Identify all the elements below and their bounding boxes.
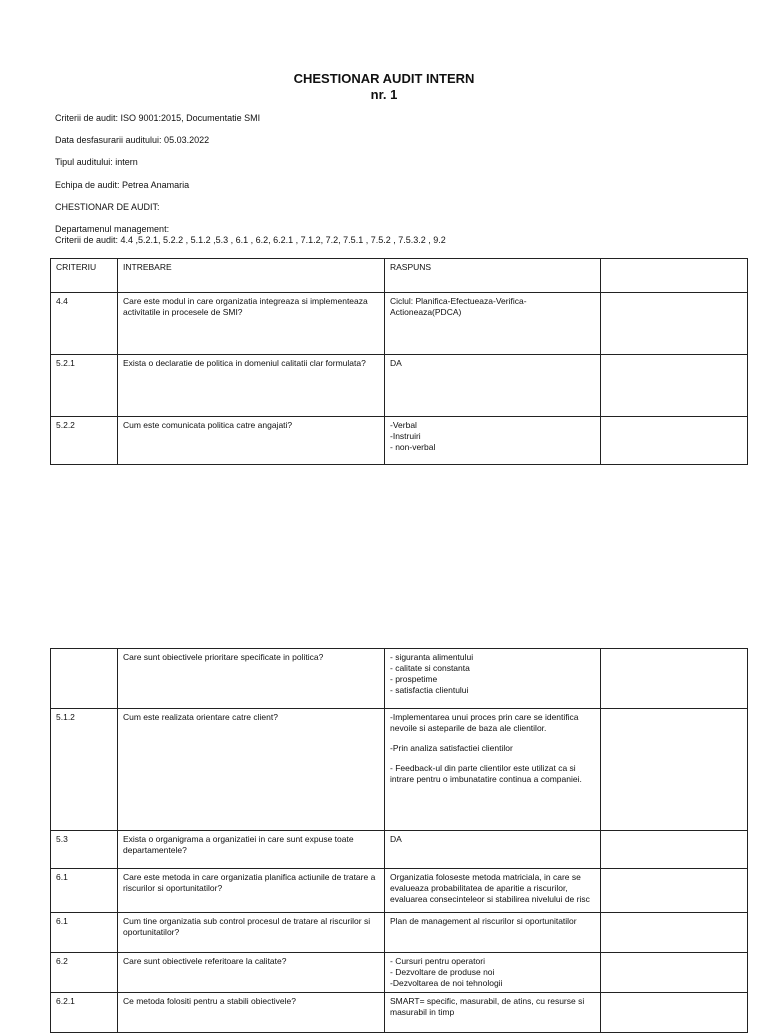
audit-table-1 [50, 258, 748, 465]
raspuns-line: - prospetime [390, 674, 438, 684]
audit-criteria: Criterii de audit: ISO 9001:2015, Documentatie SMI [55, 113, 261, 123]
criteriu-cell: 5.1.2 [51, 709, 118, 831]
intrebare-cell: Exista o organigrama a organizatiei in care sunt expuse toate departamentele? [118, 831, 385, 869]
table-row [51, 709, 748, 831]
raspuns-line: - non-verbal [390, 442, 436, 452]
department-label: Departamenul management: [55, 224, 170, 234]
audit-type: Tipul auditului: intern [55, 157, 138, 167]
raspuns-line: - Dezvoltare de produse noi [390, 967, 495, 977]
raspuns-line: - Cursuri pentru operatori [390, 956, 485, 966]
spacer [390, 754, 595, 763]
questionnaire-label: CHESTIONAR DE AUDIT: [55, 202, 160, 212]
raspuns-cell [385, 709, 601, 831]
raspuns-line: -Prin analiza satisfactiei clientilor [390, 743, 513, 753]
raspuns-line: -Implementarea unui proces prin care se identifica nevoile si asteparile de baza ale clientilor. [390, 712, 579, 733]
notes-cell [601, 913, 748, 953]
intrebare-cell: Cum tine organizatia sub control procesul de tratare al riscurilor si oportunitatilor? [118, 913, 385, 953]
raspuns-cell [385, 913, 601, 953]
raspuns-line: DA [390, 358, 402, 368]
raspuns-line: Organizatia foloseste metoda matriciala, in care se evalueaza probabilitatea de aparitie a riscurilor, evaluarea consecinteleor si stabilirea nivelului de risc [390, 872, 590, 904]
raspuns-cell [385, 417, 601, 465]
intrebare-cell: Care sunt obiectivele prioritare specificate in politica? [118, 649, 385, 709]
raspuns-cell [385, 355, 601, 417]
criteriu-cell [51, 649, 118, 709]
intrebare-cell: Ce metoda folositi pentru a stabili obiectivele? [118, 993, 385, 1033]
table-row [51, 649, 748, 709]
header-criteriu: CRITERIU [51, 259, 118, 293]
raspuns-line: Ciclul: Planifica-Efectueaza-Verifica-Actioneaza(PDCA) [390, 296, 527, 317]
raspuns-line: SMART= specific, masurabil, de atins, cu resurse si masurabil in timp [390, 996, 585, 1017]
table-row [51, 953, 748, 993]
notes-cell [601, 831, 748, 869]
intrebare-cell: Cum este comunicata politica catre angajati? [118, 417, 385, 465]
raspuns-line: -Verbal [390, 420, 417, 430]
audit-date: Data desfasurarii auditului: 05.03.2022 [55, 135, 210, 145]
raspuns-cell [385, 993, 601, 1033]
notes-cell [601, 293, 748, 355]
raspuns-line: - Feedback-ul din parte clientilor este utilizat ca si intrare pentru o imbunatatire continua a companiei. [390, 763, 582, 784]
notes-cell [601, 993, 748, 1033]
table-row [51, 913, 748, 953]
raspuns-line: - siguranta alimentului [390, 652, 474, 662]
criteriu-cell: 6.2 [51, 953, 118, 993]
intrebare-cell: Cum este realizata orientare catre client? [118, 709, 385, 831]
raspuns-line: Plan de management al riscurilor si oportunitatilor [390, 916, 577, 926]
raspuns-cell [385, 293, 601, 355]
document-title: CHESTIONAR AUDIT INTERN [293, 71, 475, 86]
table-row [51, 417, 748, 465]
notes-cell [601, 709, 748, 831]
raspuns-line: -Dezvoltarea de noi tehnologii [390, 978, 503, 988]
raspuns-line: - calitate si constanta [390, 663, 470, 673]
table-row [51, 355, 748, 417]
intrebare-cell: Exista o declaratie de politica in domeniul calitatii clar formulata? [118, 355, 385, 417]
raspuns-line: -Instruiri [390, 431, 421, 441]
audit-table-2 [50, 648, 748, 1033]
table-row [51, 993, 748, 1033]
notes-cell [601, 649, 748, 709]
intrebare-cell: Care sunt obiectivele referitoare la calitate? [118, 953, 385, 993]
criteriu-cell: 4.4 [51, 293, 118, 355]
spacer [390, 734, 595, 743]
criteriu-cell: 6.1 [51, 869, 118, 913]
table-header-row [51, 259, 748, 293]
raspuns-cell [385, 831, 601, 869]
criteriu-cell: 5.2.1 [51, 355, 118, 417]
department-criteria: Criterii de audit: 4.4 ,5.2.1, 5.2.2 , 5.1.2 ,5.3 , 6.1 , 6.2, 6.2.1 , 7.1.2, 7.2, 7.5.1 , 7.5.2 , 7.5.3.2 , 9.2 [55, 235, 446, 245]
table-row [51, 869, 748, 913]
raspuns-cell [385, 649, 601, 709]
notes-cell [601, 953, 748, 993]
raspuns-cell [385, 953, 601, 993]
criteriu-cell: 6.2.1 [51, 993, 118, 1033]
criteriu-cell: 6.1 [51, 913, 118, 953]
raspuns-cell [385, 869, 601, 913]
document-number: nr. 1 [370, 87, 398, 102]
raspuns-line: DA [390, 834, 402, 844]
intrebare-cell: Care este metoda in care organizatia planifica actiunile de tratare a riscurilor si oportunitatilor? [118, 869, 385, 913]
notes-cell [601, 355, 748, 417]
audit-team: Echipa de audit: Petrea Anamaria [55, 180, 190, 190]
notes-cell [601, 869, 748, 913]
table-row [51, 293, 748, 355]
header-intrebare: INTREBARE [118, 259, 385, 293]
raspuns-line: - satisfactia clientului [390, 685, 469, 695]
intrebare-cell: Care este modul in care organizatia integreaza si implementeaza activitatile in procesele de SMI? [118, 293, 385, 355]
table-row [51, 831, 748, 869]
notes-cell [601, 417, 748, 465]
header-raspuns: RASPUNS [385, 259, 601, 293]
criteriu-cell: 5.3 [51, 831, 118, 869]
header-blank [601, 259, 748, 293]
criteriu-cell: 5.2.2 [51, 417, 118, 465]
